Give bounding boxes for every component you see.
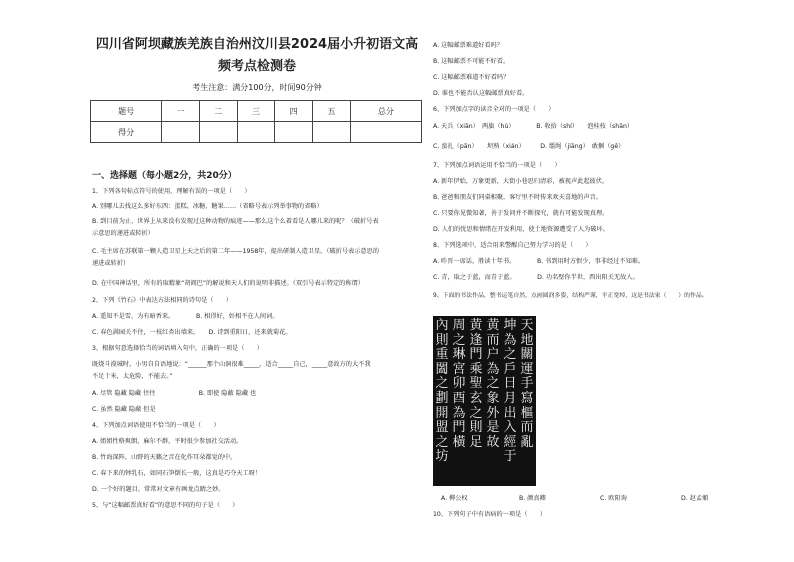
- option-d[interactable]: D. 赵孟頫: [681, 495, 709, 502]
- calligraphy-column: 坤為之戶日月出入經于: [503, 318, 517, 465]
- question-line: C. 蛮扎（pān） 坝熟（xián） D. 缰绳（jiāng） 敢捆（gē）: [433, 143, 625, 150]
- score-header-cell: 三: [237, 101, 275, 122]
- question-line: B. 这幅邮票不可能不好看。: [433, 58, 510, 65]
- calligraphy-column: 黄逢門乘聖玄之則足: [469, 318, 483, 450]
- question-line: C. 青，取之于蓝，而青于蓝。 D. 功名壁你半世，西出阳关无故人。: [433, 274, 639, 281]
- question-line: 7、下列加点词语运用不恰当的一项是（ ）: [433, 162, 561, 169]
- question-line: D. 人们的忧思和情绪在开发利用，使土地资源遭受了人为破坏。: [433, 226, 609, 233]
- question-line: 既烧斗漠城时，小男自自语地说：“______那个山洞很难_____，适合_____自己，_____意故方的大不我: [92, 361, 371, 368]
- score-cell[interactable]: [313, 122, 351, 143]
- question-line: 4、下列加点词语使用不恰当的一项是（ ）: [92, 422, 220, 429]
- question-line: 6、下列加点字的读音全对的一项是（ ）: [433, 106, 555, 113]
- question-line: C. 春色满园关不住，一枝红杏出墙来。 D. 诗到重阳日，还来就菊花。: [92, 329, 292, 336]
- question-line: A. 遥知不是雪，为有暗香来。 B. 相得好，奸相不在人间词。: [92, 313, 279, 320]
- exam-subtitle: 考生注意：满分100分，时间90分钟: [192, 83, 322, 92]
- question-line: B. 爸爸和朋友们同桌相聚，客厅里不时传来欢天喜地的声音。: [433, 194, 603, 201]
- question-line: B. 到目前为止，世界上从来没有发现过这种动物的痕迹——那么这个么着看是人哪儿来的呢？（破折号表: [92, 218, 379, 225]
- score-header-cell: 二: [199, 101, 237, 122]
- question-line: 5、与“这幅邮票真好看”的意思不同的句子是（ ）: [92, 502, 239, 509]
- question-line: 8、下列选项中，适合用来警醒自己努力学习的是（ ）: [433, 242, 592, 249]
- score-row-label: 得分: [91, 122, 162, 143]
- score-cell[interactable]: [199, 122, 237, 143]
- option-c[interactable]: C. 欧阳询: [600, 495, 627, 502]
- question-line: C. 毛主席在苏联第一颗人造卫星上天之后的第二年——1958年，提出研制人造卫星。（破折号表示意思的: [92, 248, 379, 255]
- option-a[interactable]: A. 柳公权: [441, 495, 468, 502]
- question-line: 递进或转折）: [92, 260, 130, 267]
- score-cell[interactable]: [275, 122, 313, 143]
- calligraphy-column: 內則重闔之劃開盟之坊: [435, 318, 449, 465]
- question-line: C. 只要你见微知著，善于发问并不断探究，就有可能发现真理。: [433, 210, 609, 217]
- score-cell[interactable]: [237, 122, 275, 143]
- q9-options: [433, 495, 763, 503]
- question-line: C. 这幅邮票难道不好看吗？: [433, 74, 510, 81]
- question-line: 10、下列句子中有语病的一项是（ ）: [433, 511, 547, 518]
- question-line: A. 昨晋一席话，胜读十年书。 B. 书到用时方恨少，事非经过不知难。: [433, 258, 645, 265]
- question-line: C. 春下来的钟乳石，如同石笋倒长一般，这真是巧夺天工呀！: [92, 470, 262, 477]
- score-cell[interactable]: [350, 122, 421, 143]
- question-line: 示意思的递进或转折）: [92, 230, 154, 237]
- calligraphy-column: 黄而户為之象外是故: [486, 318, 500, 450]
- section-heading: 一、选择题（每小题2分，共20分）: [92, 171, 237, 181]
- score-header-cell: 四: [275, 101, 313, 122]
- score-cell[interactable]: [162, 122, 200, 143]
- question-line: D. 一个好的题目，常常对文章有画龙点睛之妙。: [92, 486, 225, 493]
- question-line: 不足十米，太危险，不能去。”: [92, 373, 173, 380]
- question-line: D. 谁也不能否认这幅邮票真好看。: [433, 90, 529, 97]
- score-table-header-row: [91, 101, 422, 122]
- question-line: 3、根据句意选择恰当的词语填入句中，正确的一项是（ ）: [92, 345, 263, 352]
- page-title: 四川省阿坝藏族羌族自治州汶川县2024届小升初语文高频考点检测卷: [95, 37, 419, 74]
- score-header-cell: 五: [313, 101, 351, 122]
- question-line: D. 在中国神话里，所有的取精象“胡阎巴”的解说和天人们的说明非描述。（双引号表示特定的称谓）: [92, 280, 364, 287]
- question-line: A. 别哪儿去找这么多好东西：蛋糕、冰糖、糖果……（省略号表示列举事物的省略）: [92, 203, 323, 210]
- score-header-cell: 一: [162, 101, 200, 122]
- question-line: A. 新年伊始，万象更新，大街小巷思归清彩，被视声此起彼伏。: [433, 178, 609, 185]
- question-line: A. 尽管 隐藏 隐藏 往往 B. 即使 隐蔽 隐藏 也: [92, 390, 257, 397]
- calligraphy-column: 周之琳宮卯酉為門橫: [452, 318, 466, 450]
- question-line: A. 天兵（xiān） 两旗（hù） B. 收拾（shí） 泡桂枝（shān）: [433, 123, 634, 130]
- question-line: 9、下面的书法作品，整书运笔自然，点画圆润多姿，结构严谨，平正宽绰，这是书法家（ ）的作品。: [433, 293, 708, 299]
- option-b[interactable]: B. 颜真卿: [519, 495, 546, 502]
- question-line: A. 姐姐性格爽朗，麻尔不群，平时很少参加社交活动。: [92, 438, 243, 445]
- score-header-cell: 题号: [91, 101, 162, 122]
- question-line: A. 这幅邮票难道好看吗？: [433, 42, 503, 49]
- question-line: 2、下列《竹石》中表达方法相同的诗句是（ ）: [92, 297, 233, 304]
- score-table: [90, 100, 422, 143]
- calligraphy-image: [433, 316, 536, 486]
- score-header-cell: 总分: [350, 101, 421, 122]
- score-table-row: [91, 122, 422, 143]
- question-line: B. 竹海深阵，山野的天籁之音在化作耳朵都觉的中。: [92, 454, 237, 461]
- question-line: 1、下列各句标点符号的使用，理解有误的一项是（ ）: [92, 188, 251, 195]
- question-line: C. 虽然 隐藏 隐蔽 但是: [92, 406, 156, 413]
- calligraphy-column: 天地關運手寫樞而亂: [520, 318, 534, 450]
